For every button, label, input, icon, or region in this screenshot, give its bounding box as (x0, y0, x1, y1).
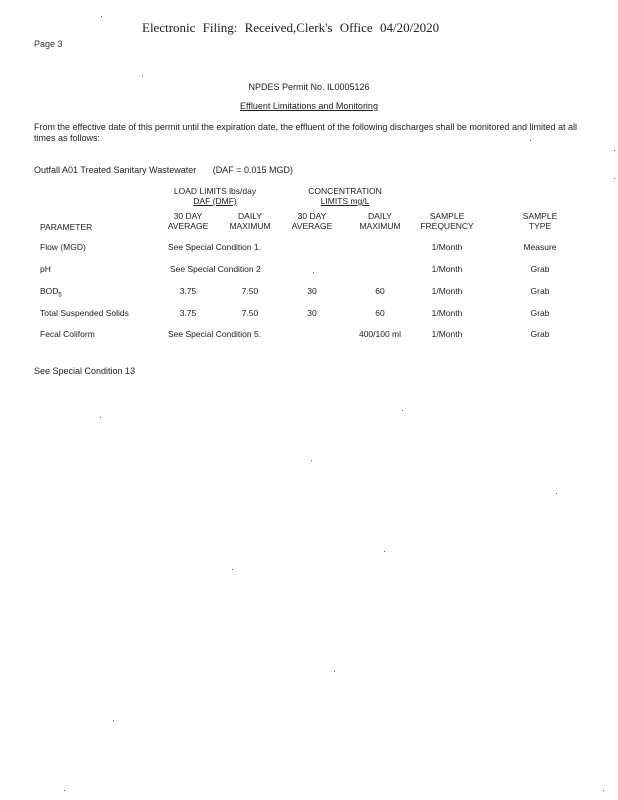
page-number: Page 3 (34, 39, 63, 49)
outfall-label: Outfall A01 Treated Sanitary Wastewater (34, 165, 197, 175)
col-sample-type: SAMPLE TYPE (522, 211, 558, 231)
row-type: Grab (530, 308, 550, 318)
row-parameter: Flow (MGD) (40, 242, 86, 252)
col-conc-average: 30 DAY AVERAGE (291, 211, 333, 231)
col-sample-frequency: SAMPLE FREQUENCY (420, 211, 474, 231)
outfall-daf: (DAF = 0.015 MGD) (212, 165, 294, 175)
row-load-maximum: 7.50 (241, 286, 259, 296)
row-type: Measure (523, 242, 557, 252)
col-parameter: PARAMETER (40, 222, 93, 232)
row-special-condition: See Special Condition 1. (168, 242, 262, 252)
row-load-maximum: 7.50 (241, 308, 259, 318)
col-conc-maximum: DAILY MAXIMUM (359, 211, 401, 231)
col-load-average: 30 DAY AVERAGE (167, 211, 209, 231)
col-load-maximum: DAILY MAXIMUM (229, 211, 271, 231)
row-frequency: 1/Month (431, 264, 463, 274)
concentration-header: CONCENTRATION LIMITS mg/L (308, 186, 382, 206)
row-conc-maximum: 400/100 ml (358, 329, 402, 339)
row-load-average: 3.75 (179, 286, 197, 296)
section-title: Effluent Limitations and Monitoring (240, 101, 378, 111)
outfall-line (34, 165, 293, 175)
row-conc-maximum: 60 (375, 308, 385, 318)
intro-paragraph: From the effective date of this permit until the expiration date, the effluent of the following discharges shall be monitored and limited at all times as follows: (34, 122, 577, 143)
row-conc-maximum: 60 (375, 286, 385, 296)
row-load-average: 3.75 (179, 308, 197, 318)
row-frequency: 1/Month (431, 286, 463, 296)
permit-title: NPDES Permit No. IL0005126 (248, 82, 370, 92)
row-special-condition: See Special Condition 5. (168, 329, 262, 339)
footer-note: See Special Condition 13 (34, 366, 136, 376)
row-conc-average: 30 (307, 286, 317, 296)
row-parameter: pH (40, 264, 51, 274)
row-special-condition: See Special Condition 2 (170, 264, 261, 274)
filing-header: Electronic Filing: Received,Clerk's Office 04/20/2020 (142, 20, 440, 35)
row-parameter: $BOD_5$ (40, 286, 62, 299)
row-frequency: 1/Month (431, 242, 463, 252)
row-parameter: Total Suspended Solids (40, 308, 129, 318)
row-type: Grab (530, 264, 550, 274)
row-conc-average: 30 (307, 308, 317, 318)
row-frequency: 1/Month (431, 308, 463, 318)
load-limits-header: LOAD LIMITS lbs/day DAF (DMF) (173, 186, 257, 206)
row-frequency: 1/Month (431, 329, 463, 339)
row-type: Grab (530, 329, 550, 339)
row-parameter: Fecal Coliform (40, 329, 95, 339)
row-type: Grab (530, 286, 550, 296)
